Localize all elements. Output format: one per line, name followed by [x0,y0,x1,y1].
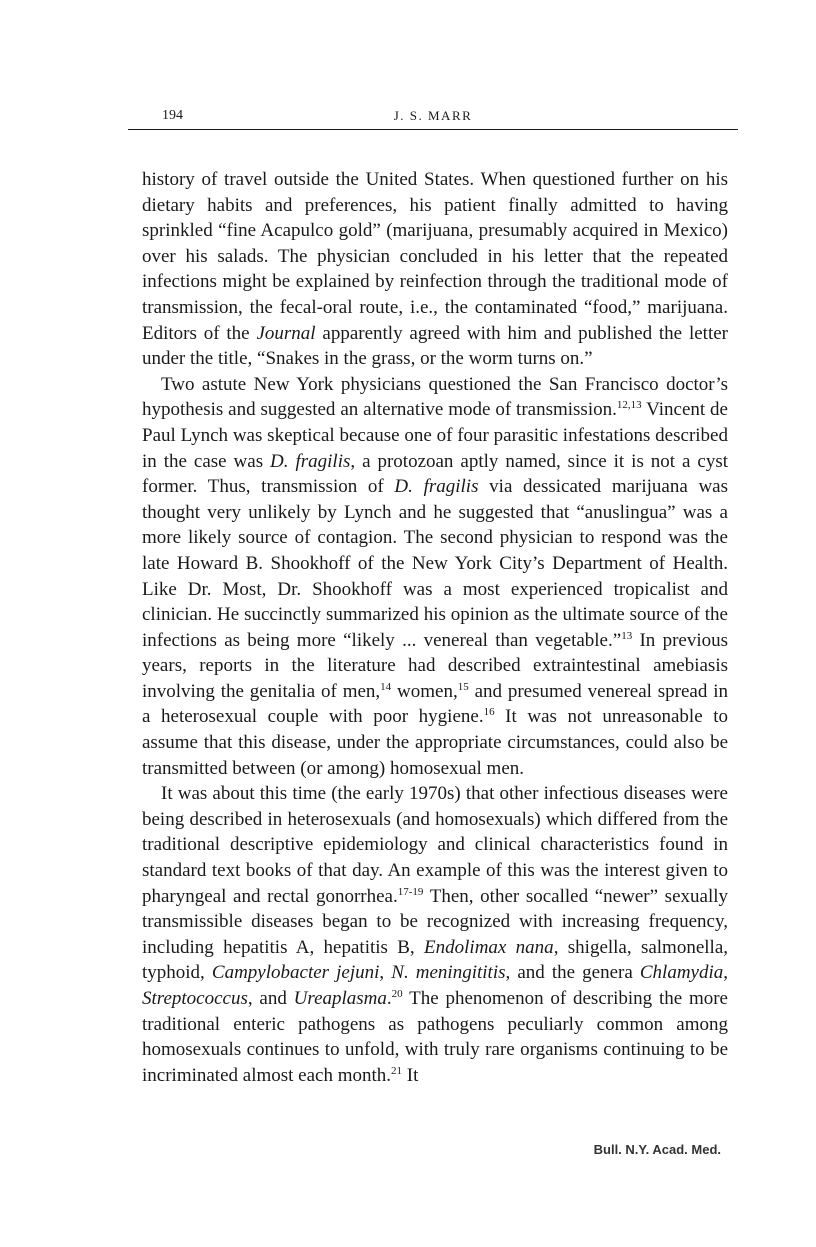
header-rule [128,129,738,130]
page-header [128,108,738,130]
paragraph-2: Two astute New York physicians questioned the San Francisco doctor’s hypothesis and suggested an alternative mode of transmission.$^{12,13}$ Vincent de Paul Lynch was skeptical because one of four parasitic infestations described in the case was D. fragilis, a protozoan aptly named, since it is not a cyst former. Thus, transmission of D. fragilis via dessicated marijuana was thought very unlikely by Lynch and he suggested that “anuslingua” was a more likely source of contagion. The second physician to respond was the late Howard B. Shookhoff of the New York City’s Department of Health. Like Dr. Most, Dr. Shookhoff was a most experienced tropicalist and clinician. He succinctly summarized his opinion as the ultimate source of the infections as being more “likely ... venereal than vegetable.”$^{13}$ In previous years, reports in the literature had described extraintestinal amebiasis involving the genitalia of men,$^{14}$ women,$^{15}$ and presumed venereal spread in a heterosexual couple with poor hygiene.$^{16}$ It was not unreasonable to assume that this disease, under the appropriate circumstances, could also be transmitted between (or among) homosexual men. [142,373,729,779]
body-text [142,167,728,1088]
running-head: J. S. MARR [393,108,473,123]
citation: 13 [621,629,633,642]
journal-footer: Bull. N.Y. Acad. Med. [593,1142,721,1157]
citation: 17-19 [397,885,424,898]
citation: 20 [391,988,403,1000]
citation: 12,13 [616,399,642,412]
citation: 16 [483,706,495,719]
citation: 21 [391,1064,403,1077]
citation: 15 [457,680,469,693]
citation: 14 [380,680,392,693]
paragraph-3: It was about this time (the early 1970s) that other infectious diseases were being described in heterosexuals (and homosexuals) which differed from the traditional descriptive epidemiology and clinical characteristics found in standard text books of that day. An example of this was the interest given to pharyngeal and rectal gonorrhea.$^{17-19}$ Then, other socalled “newer” sexually transmissible diseases began to be recognized with increasing frequency, including hepatitis A, hepatitis B, Endolimax nana, shigella, salmonella, typhoid, Campylobacter jejuni, N. meningititis, and the genera Chlamydia, Streptococcus, and Ureaplasma.$^{20}$ The phenomenon of describing the more traditional enteric pathogens as pathogens peculiarly common among homosexuals continues to unfold, with truly rare organisms continuing to be incriminated almost each month.$^{21}$ It [142,783,729,1086]
paragraph-1: history of travel outside the United States. When questioned further on his dietary habits and preferences, his patient finally admitted to having sprinkled “fine Acapulco gold” (marijuana, presumably acquired in Mexico) over his salads. The physician concluded in his letter that the repeated infections might be explained by reinfection through the traditional mode of transmission, the fecal-oral route, i.e., the contaminated “food,” marijuana. Editors of the Journal apparently agreed with him and published the letter under the title, “Snakes in the grass, or the worm turns on.” [142,169,728,370]
page-number: 194 [162,108,183,123]
